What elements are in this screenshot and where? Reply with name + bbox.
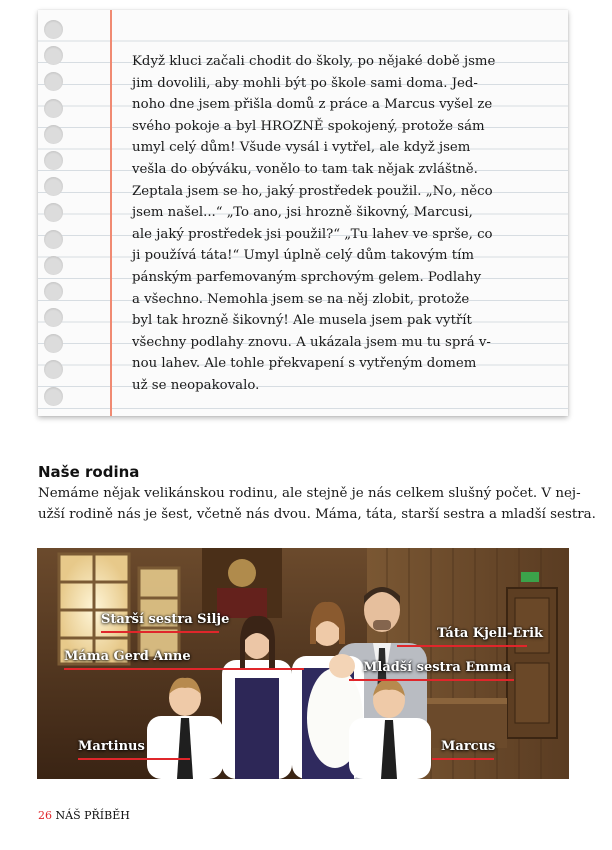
caption-martinus: Martinus <box>78 739 145 754</box>
caption-underline <box>101 631 219 633</box>
note-line: byl tak hrozně šikovný! Ale musela jsem pak vytřít <box>132 313 472 329</box>
note-line: a všechno. Nemohla jsem se na něj zlobit, protože <box>132 291 470 307</box>
caption-older-sister: Starší sestra Silje <box>101 612 230 627</box>
caption-marcus: Marcus <box>441 739 496 754</box>
note-line: pánským parfemovaným sprchovým gelem. Podlahy <box>132 269 482 285</box>
note-story-text <box>132 51 542 397</box>
binder-hole <box>44 360 63 379</box>
section-paragraph <box>38 483 596 525</box>
note-margin-line <box>110 10 112 416</box>
page-number: 26 <box>38 809 52 822</box>
binder-hole <box>44 72 63 91</box>
paragraph-line: užší rodině nás je šest, včetně nás dvou. Máma, táta, starší sestra a mladší sestra. <box>38 507 596 522</box>
binder-hole <box>44 230 63 249</box>
binder-hole <box>44 203 63 222</box>
binder-hole <box>44 256 63 275</box>
note-line: ale jaký prostředek jsi použil?“ „Tu lahev ve sprše, co <box>132 226 493 242</box>
note-line: Zeptala jsem se ho, jaký prostředek použil. „No, něco <box>132 183 493 199</box>
binder-hole <box>44 99 63 118</box>
binder-holes <box>44 20 66 413</box>
note-line: všechny podlahy znovu. A ukázala jsem mu tu sprá v- <box>132 334 491 350</box>
binder-hole <box>44 20 63 39</box>
binder-hole <box>44 282 63 301</box>
caption-underline <box>432 758 494 760</box>
binder-hole <box>44 151 63 170</box>
note-line: jim dovolili, aby mohli být po škole sami doma. Jed- <box>132 75 478 91</box>
caption-underline <box>78 758 190 760</box>
footer-section-name: NÁŠ PŘÍBĚH <box>55 809 130 822</box>
caption-underline <box>397 645 527 647</box>
binder-hole <box>44 125 63 144</box>
page-footer <box>38 809 130 822</box>
binder-hole <box>44 387 63 406</box>
caption-underline <box>349 679 514 681</box>
note-line: vešla do obýváku, vonělo to tam tak nějak zvláštně. <box>132 161 478 177</box>
note-line: noho dne jsem přišla domů z práce a Marcus vyšel ze <box>132 97 493 113</box>
notebook-note <box>38 10 568 416</box>
caption-younger-sister: Mladší sestra Emma <box>363 660 512 675</box>
binder-hole <box>44 46 63 65</box>
note-line: Když kluci začali chodit do školy, po nějaké době jsme <box>132 54 496 69</box>
note-line: jsem našel...“ „To ano, jsi hrozně šikovný, Marcusi, <box>132 205 473 221</box>
note-line: umyl celý dům! Všude vysál i vytřel, ale když jsem <box>132 140 471 156</box>
note-line: nou lahev. Ale tohle překvapení s vytřeným domem <box>132 356 477 372</box>
note-line: svého pokoje a byl HROZNĚ spokojený, protože sám <box>132 118 485 134</box>
caption-dad: Táta Kjell-Erik <box>437 626 544 641</box>
caption-mom: Máma Gerd Anne <box>64 649 191 664</box>
caption-underline <box>64 668 304 670</box>
section-heading: Naše rodina <box>38 463 140 481</box>
binder-hole <box>44 177 63 196</box>
note-line: už se neopakovalo. <box>132 377 260 393</box>
paragraph-line: Nemáme nějak velikánskou rodinu, ale stejně je nás celkem slušný počet. V nej- <box>38 486 581 501</box>
binder-hole <box>44 334 63 353</box>
note-line: ji používá táta!“ Umyl úplně celý dům takovým tím <box>132 248 474 264</box>
family-photo <box>37 548 569 779</box>
binder-hole <box>44 308 63 327</box>
